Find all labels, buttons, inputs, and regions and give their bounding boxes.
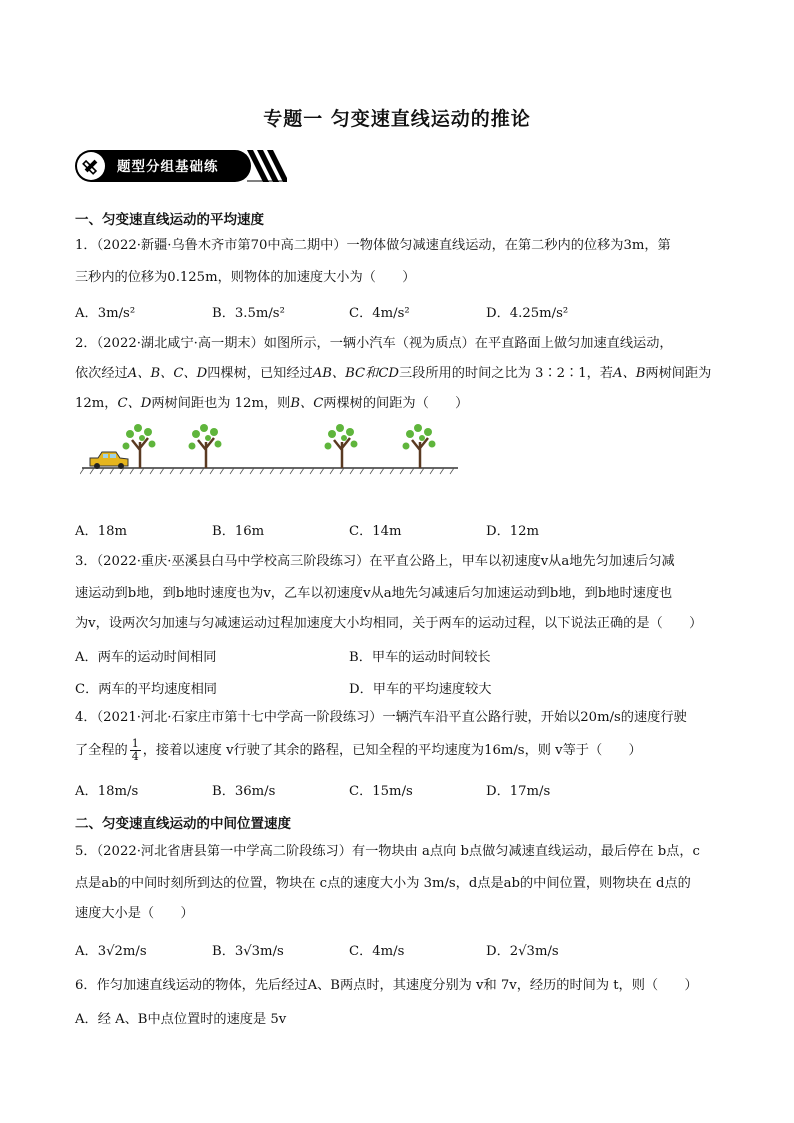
q1-option-c: C．4m/s² xyxy=(349,306,410,321)
q1-line-1: 1．（2022·新疆·乌鲁木齐市第70中高二期中）一物体做匀减速直线运动，在第二秒内的位移为3m，第 xyxy=(75,238,671,253)
q1-option-a: A．3m/s² xyxy=(75,306,136,321)
q2-option-d: D．12m xyxy=(486,524,540,539)
q2-line-1: 2．（2022·湖北咸宁·高一期末）如图所示，一辆小汽车（视为质点）在平直路面上做匀加速直线运动， xyxy=(75,336,673,351)
q2-ab: A、B xyxy=(612,366,646,381)
q2-option-a: A．18m xyxy=(75,524,127,539)
q2-text: 依次经过 xyxy=(75,366,128,381)
banner-stripes xyxy=(247,150,287,182)
q3-option-a: A．两车的运动时间相同 xyxy=(75,650,217,665)
q4-line-2 xyxy=(75,738,642,763)
q3-option-b: B．甲车的运动时间较长 xyxy=(349,650,491,665)
q5-option-b: B．3√3m/s xyxy=(212,944,284,959)
q2-text: 12m， xyxy=(75,396,118,411)
q5-line-1: 5．（2022·河北省唐县第一中学高二阶段练习）有一物块由 a点向 b点做匀减速直线运动，最后停在 b点，c xyxy=(75,844,700,859)
q1-line-2: 三秒内的位移为0.125m，则物体的加速度大小为（ ） xyxy=(75,270,416,285)
q2-points: A、B、C、D xyxy=(127,366,208,381)
q5-option-d: D．2√3m/s xyxy=(486,944,559,959)
section-heading-1: 一、匀变速直线运动的平均速度 xyxy=(75,212,264,228)
tree-icon-c xyxy=(325,424,358,468)
q4-option-c: C．15m/s xyxy=(349,784,413,799)
q3-line-3: 为v，设两次匀加速与匀减速运动过程加速度大小均相同，关于两车的运动过程，以下说法正确的是（ ） xyxy=(75,616,703,631)
q4-option-b: B．36m/s xyxy=(212,784,276,799)
q4-text: 了全程的 xyxy=(75,743,128,758)
car-icon xyxy=(90,452,128,469)
tree-icon-b xyxy=(189,424,222,468)
q4-text: ，接着以速度 v行驶了其余的路程，已知全程的平均速度为16m/s，则 v等于（ ） xyxy=(142,743,642,758)
q3-option-d: D．甲车的平均速度较大 xyxy=(349,682,492,697)
q5-option-a: A．3√2m/s xyxy=(75,944,147,959)
q6-line-1: 6．作匀加速直线运动的物体，先后经过A、B两点时，其速度分别为 v和 7v，经历的时间为 t，则（ ） xyxy=(75,978,698,993)
banner-label: 题型分组基础练 xyxy=(117,159,219,175)
trees-car-figure xyxy=(80,418,460,480)
q4-option-a: A．18m/s xyxy=(75,784,139,799)
q1-option-b: B．3.5m/s² xyxy=(212,306,285,321)
q2-text: 三段所用的时间之比为 3∶2∶1，若 xyxy=(398,366,613,381)
q2-line-3 xyxy=(75,394,468,414)
q2-bc: B、C xyxy=(290,396,324,411)
q2-option-b: B．16m xyxy=(212,524,265,539)
q2-text: 两树间距也为 12m，则 xyxy=(151,396,291,411)
q2-option-c: C．14m xyxy=(349,524,402,539)
q2-line-2 xyxy=(75,364,711,384)
section-banner xyxy=(75,148,287,184)
q3-line-1: 3．（2022·重庆·巫溪县白马中学校高三阶段练习）在平直公路上，甲车以初速度v从a地先匀加速后匀减 xyxy=(75,554,675,569)
q4-option-d: D．17m/s xyxy=(486,784,551,799)
fraction-numerator: 1 xyxy=(131,737,139,750)
q2-text: 两树间距为 xyxy=(645,366,712,381)
q5-option-c: C．4m/s xyxy=(349,944,405,959)
q2-segments: AB、BC和CD xyxy=(312,366,399,381)
q1-option-d: D．4.25m/s² xyxy=(486,306,569,321)
q3-option-c: C．两车的平均速度相同 xyxy=(75,682,217,697)
q5-line-2: 点是ab的中间时刻所到达的位置，物块在 c点的速度大小为 3m/s，d点是ab的中间位置，则物块在 d点的 xyxy=(75,876,691,891)
tree-icon-d xyxy=(403,424,436,468)
q2-text: 两棵树的间距为（ ） xyxy=(323,396,469,411)
fraction xyxy=(130,738,141,763)
section-heading-2: 二、匀变速直线运动的中间位置速度 xyxy=(75,816,291,832)
q5-line-3: 速度大小是（ ） xyxy=(75,906,194,921)
page-title: 专题一 匀变速直线运动的推论 xyxy=(263,108,531,130)
q2-cd: C、D xyxy=(117,396,152,411)
q2-text: 四棵树，已知经过 xyxy=(207,366,313,381)
fraction-denominator: 4 xyxy=(131,750,139,763)
pencil-ruler-icon xyxy=(77,152,105,180)
q6-option-a: A．经 A、B中点位置时的速度是 5v xyxy=(75,1012,287,1027)
q4-line-1: 4．（2021·河北·石家庄市第十七中学高一阶段练习）一辆汽车沿平直公路行驶，开始以20m/s的速度行驶 xyxy=(75,710,687,725)
q3-line-2: 速运动到b地，到b地时速度也为v，乙车以初速度v从a地先匀减速后匀加速运动到b地，到b地时速度也 xyxy=(75,586,673,601)
